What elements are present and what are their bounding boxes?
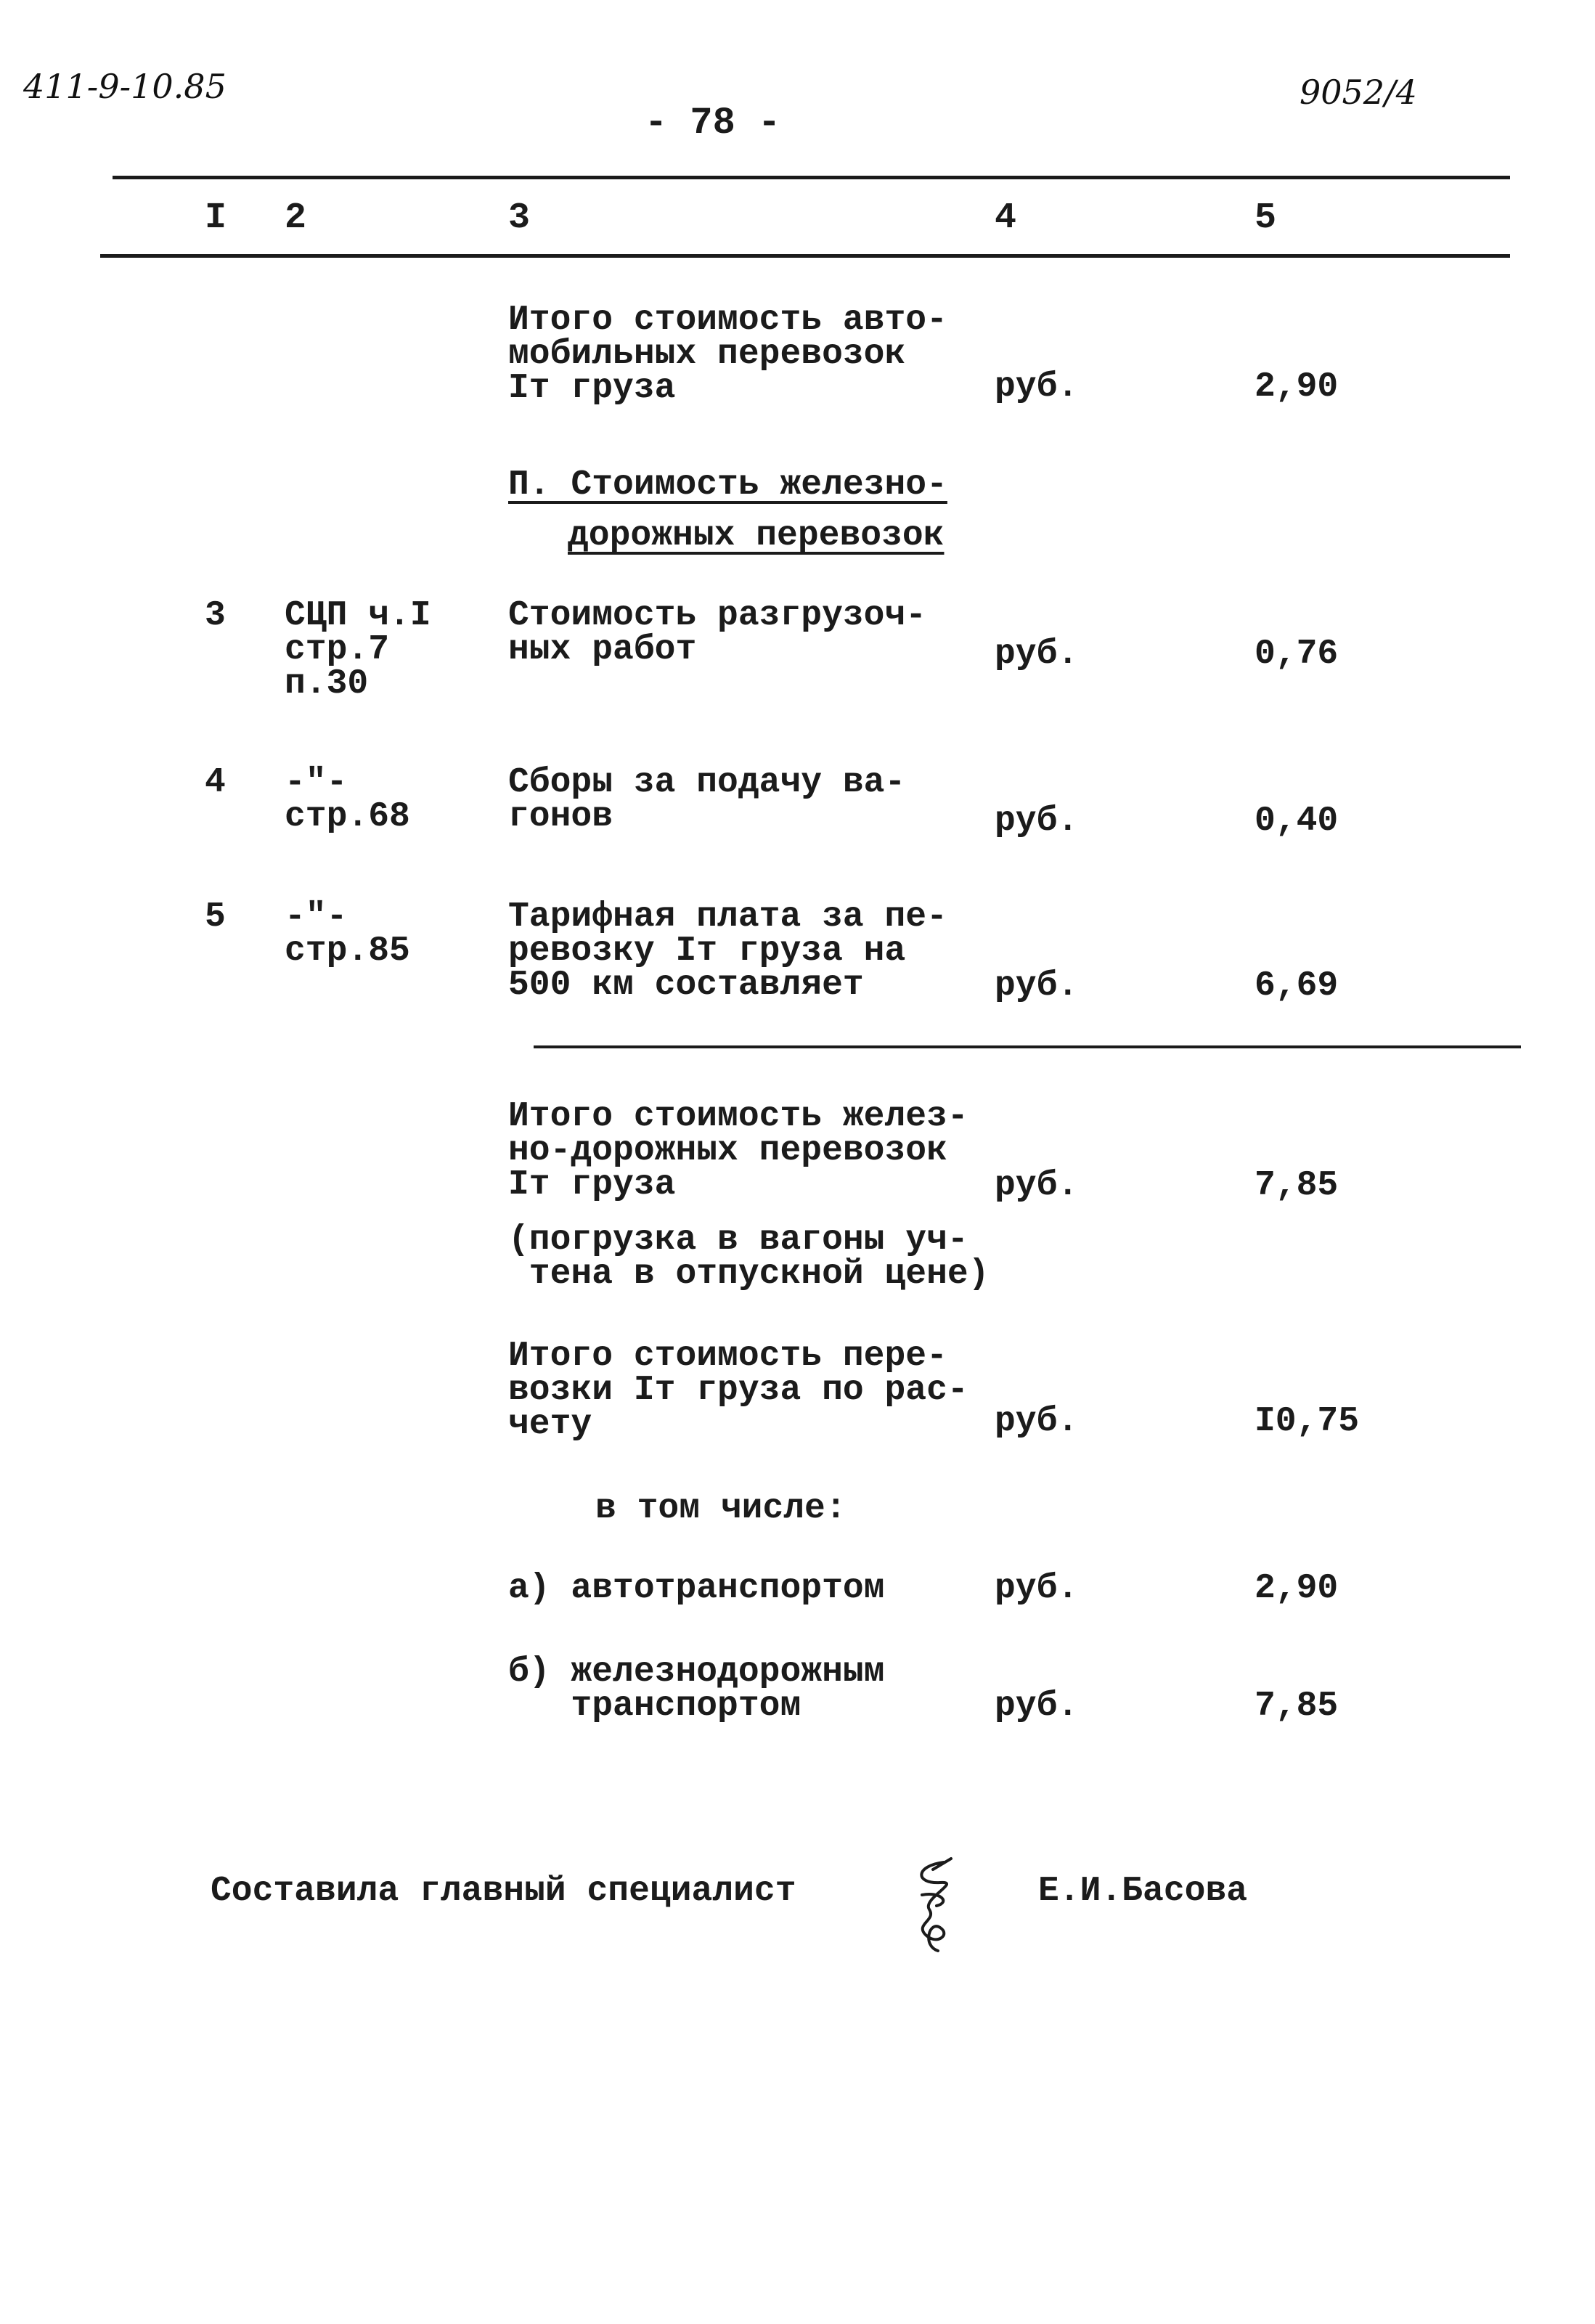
column-header-2: 2: [285, 197, 307, 239]
rail-total-unit: руб.: [995, 1166, 1079, 1205]
row-source: -"- стр.68: [285, 763, 410, 836]
signatory-name: Е.И.Басова: [1038, 1872, 1248, 1911]
rail-total-text: Итого стоимость желез- но-дорожных перевозок Iт груза: [508, 1097, 968, 1204]
breakdown-unit: руб.: [995, 1687, 1079, 1726]
signature-mark: [900, 1855, 973, 1957]
archive-number: 9052/4: [1300, 73, 1417, 112]
document-code: 411-9-10.85: [23, 67, 227, 106]
column-header-1: I: [205, 197, 227, 239]
column-header-3: 3: [508, 197, 531, 239]
header-bottom-rule: [100, 254, 1510, 258]
compiled-by-label: Составила главный специалист: [211, 1872, 796, 1911]
top-rule: [113, 176, 1510, 179]
breakdown-value: 2,90: [1255, 1569, 1339, 1608]
row-description: Стоимость разгрузоч- ных работ: [508, 596, 927, 669]
grand-total-unit: руб.: [995, 1402, 1079, 1441]
row-unit: руб.: [995, 635, 1079, 674]
row-source: -"- стр.85: [285, 897, 410, 971]
page-number: - 78 -: [645, 102, 781, 144]
breakdown-label: а) автотранспортом: [508, 1569, 885, 1608]
column-header-5: 5: [1255, 197, 1277, 239]
row-description: Тарифная плата за пе- ревозку Iт груза на 500 км составляет: [508, 897, 947, 1005]
section-title-line2: дорожных перевозок: [568, 516, 945, 555]
section-title-line1: П. Стоимость железно-: [508, 465, 947, 505]
column-header-4: 4: [995, 197, 1017, 239]
row-unit: руб.: [995, 966, 1079, 1006]
row-unit: руб.: [995, 802, 1079, 841]
auto-total-unit: руб.: [995, 367, 1079, 407]
rail-total-value: 7,85: [1255, 1166, 1339, 1205]
grand-total-value: I0,75: [1255, 1402, 1360, 1441]
breakdown-value: 7,85: [1255, 1687, 1339, 1726]
breakdown-unit: руб.: [995, 1569, 1079, 1608]
grand-total-text: Итого стоимость пере- возки Iт груза по рас- чету: [508, 1337, 968, 1444]
row-value: 6,69: [1255, 966, 1339, 1006]
auto-total-value: 2,90: [1255, 367, 1339, 407]
auto-total-text: Итого стоимость авто- мобильных перевозок Iт груза: [508, 301, 947, 408]
row-number: 5: [205, 897, 226, 937]
row-description: Сборы за подачу ва- гонов: [508, 763, 906, 836]
breakdown-label: б) железнодорожным транспортом: [508, 1652, 885, 1726]
including-label: в том числе:: [595, 1489, 847, 1528]
subtotal-rule: [534, 1045, 1521, 1048]
row-number: 3: [205, 596, 226, 635]
row-value: 0,76: [1255, 635, 1339, 674]
rail-total-note: (погрузка в вагоны уч- тена в отпускной цене): [508, 1220, 990, 1294]
row-number: 4: [205, 763, 226, 802]
row-source: СЦП ч.I стр.7 п.30: [285, 596, 431, 704]
row-value: 0,40: [1255, 802, 1339, 841]
